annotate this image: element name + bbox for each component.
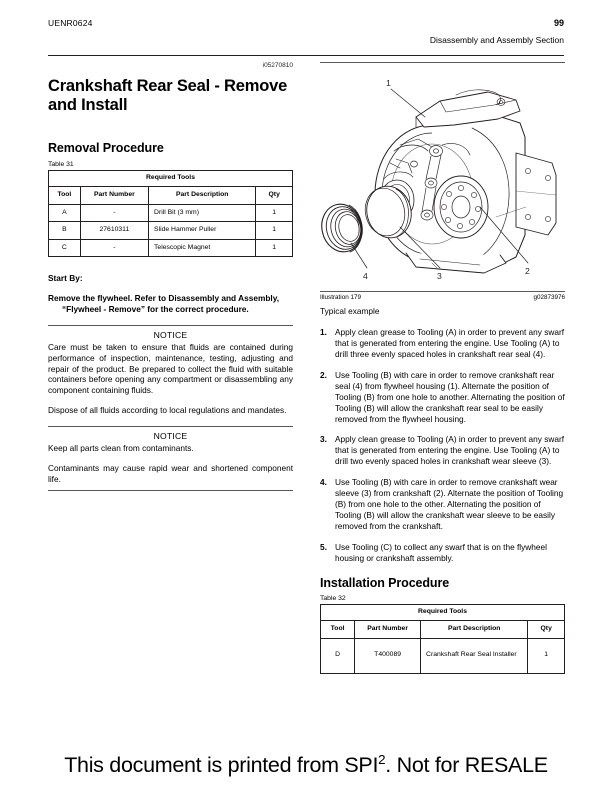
step-text: Apply clean grease to Tooling (A) in order to prevent any swarf that is generated from entering the engine. Use Tooling (A) to drill two evenly spaced holes in crankshaft wear sleeve (3). [335,434,565,467]
list-item [320,434,565,467]
start-by-heading: Start By: [48,273,83,284]
step-text: Use Tooling (C) to collect any swarf that is on the flywheel housing or crankshaft assembly. [335,541,547,563]
page-header [48,18,564,58]
crankshaft-rear-seal [320,200,367,256]
cell-qty: 1 [256,239,293,256]
footer-superscript: 2 [378,752,386,767]
table-row [49,204,293,221]
page-title: Crankshaft Rear Seal - Remove and Install [48,77,288,114]
table-row [321,638,565,673]
cell-qty: 1 [528,638,565,673]
table-header-row [321,621,565,638]
right-column [320,62,565,674]
notice-block-fluids [48,325,293,416]
cell-part-number: - [80,204,148,221]
cell-tool: B [49,222,81,239]
removal-steps-list [320,327,565,564]
table-title-row [49,170,293,186]
callout-1: 1 [386,78,391,88]
illustration-number: Illustration 179 [320,294,361,301]
section-title: Disassembly and Assembly Section [429,35,564,45]
cell-tool: A [49,204,81,221]
step-text: Use Tooling (B) with care in order to remove crankshaft wear sleeve (3) from crankshaft (2). Alternate the position of Tooling (B) from one hole to the other. Alternating the position of Tooling (B) will allow the crankshaft wear sleeve to be easily removed from the crankshaft. [335,476,564,531]
page-footer [0,752,612,778]
revision-number: i05270810 [262,62,293,69]
callout-3: 3 [437,271,442,281]
table-row [49,222,293,239]
notice-title: NOTICE [153,329,188,340]
cell-part-number: - [80,239,148,256]
notice-paragraph: Contaminants may cause rapid wear and shortened component life. [48,462,293,484]
start-by-text: Remove the flywheel. Refer to Disassembly and Assembly, “Flywheel - Remove” for the correct procedure. [48,293,280,314]
cell-part-description: Crankshaft Rear Seal Installer [421,638,528,673]
list-item [320,370,565,425]
notice-top-divider [48,426,293,427]
header-divider [48,55,564,56]
table32-title: Required Tools [321,604,565,620]
illustration-caption: Typical example [320,306,380,316]
column-header-qty: Qty [256,187,293,204]
notice-paragraph: Dispose of all fluids according to local regulations and mandates. [48,405,287,416]
cell-part-description: Drill Bit (3 mm) [149,204,256,221]
housing-bottom-rail [406,253,506,273]
callout-2: 2 [525,266,530,276]
table31-title: Required Tools [49,170,293,186]
footer-text-after: . Not for RESALE [385,753,548,778]
notice-bottom-divider [48,490,293,491]
left-column [48,62,293,501]
notice-paragraph: Keep all parts clean from contaminants. [48,443,194,454]
notice-block-contaminants [48,426,293,491]
step-number: 4. [320,476,327,487]
callout-4: 4 [363,271,368,281]
footer-text-before: This document is printed from SPI [64,753,379,778]
step-number: 5. [320,541,327,552]
notice-paragraph: Care must be taken to ensure that fluids are contained during performance of inspection, maintenance, testing, adjusting and repair of the product. Be prepared to collect the fluid with suitable containers before opening any compartment or disassembling any component containing fluids. [48,341,293,396]
table32-label: Table 32 [320,594,346,602]
cell-qty: 1 [256,222,293,239]
cell-tool: D [321,638,355,673]
installation-procedure-heading: Installation Procedure [320,575,450,590]
list-item [320,327,565,360]
notice-top-divider [48,325,293,326]
cell-part-description: Telescopic Magnet [149,239,256,256]
cell-part-number: T400089 [355,638,421,673]
table-header-row [49,187,293,204]
cell-part-description: Slide Hammer Puller [149,222,256,239]
required-tools-table-removal [48,170,293,257]
removal-procedure-heading: Removal Procedure [48,140,164,155]
document-id: UENR0624 [48,18,93,28]
step-text: Use Tooling (B) with care in order to remove crankshaft rear seal (4) from flywheel housing (1). Alternate the position of Tooling (B) from one hole to another. Alternating the position of Tooling (B) will allow the crankshaft rear seal to be easily removed from the flywheel housing. [335,369,565,424]
cell-tool: C [49,239,81,256]
notice-title: NOTICE [153,431,188,442]
list-item [320,542,565,564]
illustration-graphic-id: g02873976 [533,294,565,301]
table-title-row [321,604,565,620]
illustration-figure [320,67,565,289]
step-number: 2. [320,369,327,380]
cell-part-number: 27610311 [80,222,148,239]
column-header-part-number: Part Number [80,187,148,204]
step-number: 3. [320,434,327,445]
column-header-part-description: Part Description [421,621,528,638]
column-header-part-description: Part Description [149,187,256,204]
list-item [320,477,565,532]
illustration-top-divider [320,62,565,63]
column-header-tool: Tool [321,621,355,638]
illustration-bottom-divider [320,291,565,292]
column-header-tool: Tool [49,187,81,204]
step-number: 1. [320,327,327,337]
table-row [49,239,293,256]
column-header-qty: Qty [528,621,565,638]
illustration-meta [320,294,565,305]
table31-label: Table 31 [48,160,74,168]
required-tools-table-installation [320,604,565,674]
page-number: 99 [553,18,564,28]
cell-qty: 1 [256,204,293,221]
flywheel-housing-diagram [320,67,565,289]
column-header-part-number: Part Number [355,621,421,638]
step-text: Apply clean grease to Tooling (A) in order to prevent any swarf that is generated from entering the engine. Use Tooling (A) to drill three evenly spaced holes in crankshaft rear seal (4). [335,327,565,360]
